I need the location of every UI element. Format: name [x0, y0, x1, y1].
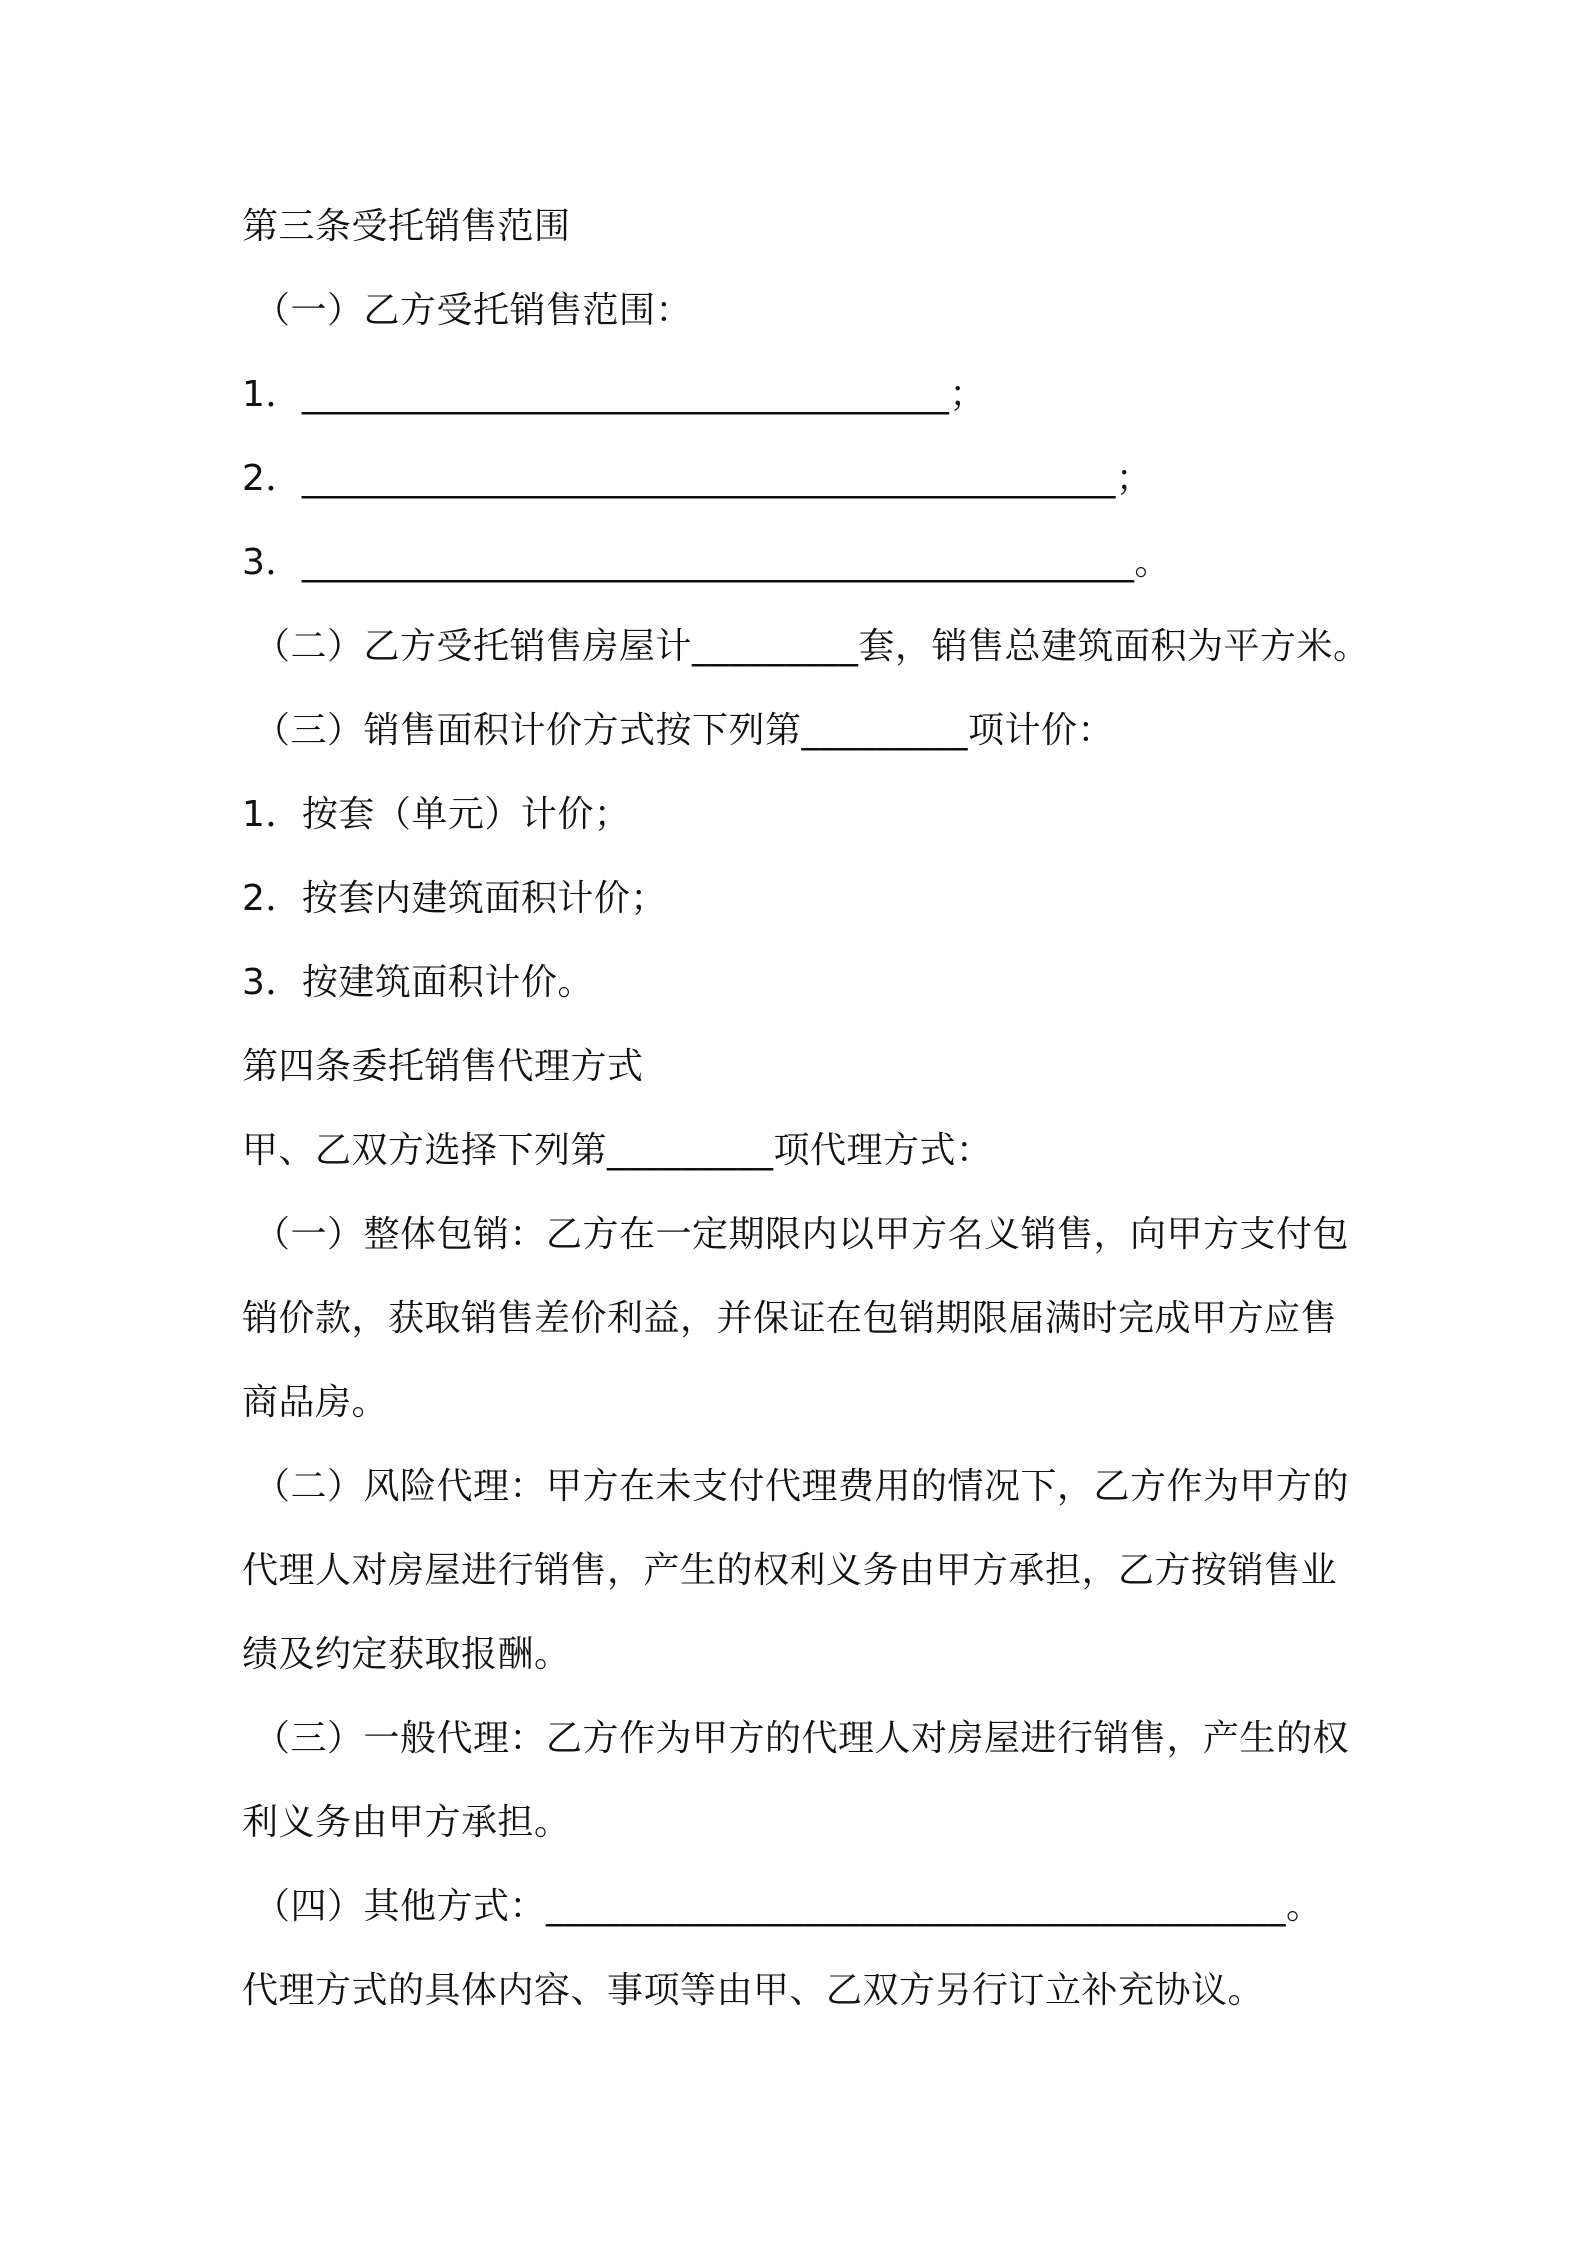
- clause-4-1-line-3: 商品房。: [242, 1382, 389, 1423]
- clause-3-3-item-2: 2．按套内建筑面积计价；: [242, 878, 667, 919]
- document-page: [242, 197, 1370, 2045]
- clause-4-2-line-3: 绩及约定获取报酬。: [242, 1634, 571, 1675]
- article-4-intro: 甲、乙双方选择下列第_________项代理方式：: [242, 1130, 993, 1171]
- clause-3-3-item-1: 1．按套（单元）计价；: [242, 794, 631, 835]
- clause-4-1-line-1: （一）整体包销：乙方在一定期限内以甲方名义销售，向甲方支付包: [254, 1214, 1350, 1255]
- clause-3-1: （一）乙方受托销售范围：: [254, 290, 693, 331]
- clause-4-3-line-1: （三）一般代理：乙方作为甲方的代理人对房屋进行销售，产生的权: [254, 1718, 1350, 1759]
- article-4-closing: 代理方式的具体内容、事项等由甲、乙双方另行订立补充协议。: [242, 1970, 1265, 2011]
- clause-3-2: （二）乙方受托销售房屋计_________套，销售总建筑面积为平方米。: [254, 626, 1370, 667]
- clause-3-1-item-2: 2．____________________________________________；: [242, 458, 1153, 499]
- clause-3-3-item-3: 3．按建筑面积计价。: [242, 962, 594, 1003]
- clause-3-1-item-1: 1．___________________________________；: [242, 374, 986, 415]
- clause-3-1-item-3: 3．_____________________________________________。: [242, 542, 1171, 583]
- article-3-heading: 第三条受托销售范围: [242, 206, 571, 247]
- article-4-heading: 第四条委托销售代理方式: [242, 1046, 644, 1087]
- clause-3-3: （三）销售面积计价方式按下列第_________项计价：: [254, 710, 1115, 751]
- clause-4-4: （四）其他方式：________________________________________。: [254, 1886, 1323, 1927]
- clause-4-2-line-1: （二）风险代理：甲方在未支付代理费用的情况下，乙方作为甲方的: [254, 1466, 1350, 1507]
- clause-4-2-line-2: 代理人对房屋进行销售，产生的权利义务由甲方承担，乙方按销售业: [242, 1550, 1338, 1591]
- clause-4-1-line-2: 销价款，获取销售差价利益，并保证在包销期限届满时完成甲方应售: [242, 1298, 1338, 1339]
- clause-4-3-line-2: 利义务由甲方承担。: [242, 1802, 571, 1843]
